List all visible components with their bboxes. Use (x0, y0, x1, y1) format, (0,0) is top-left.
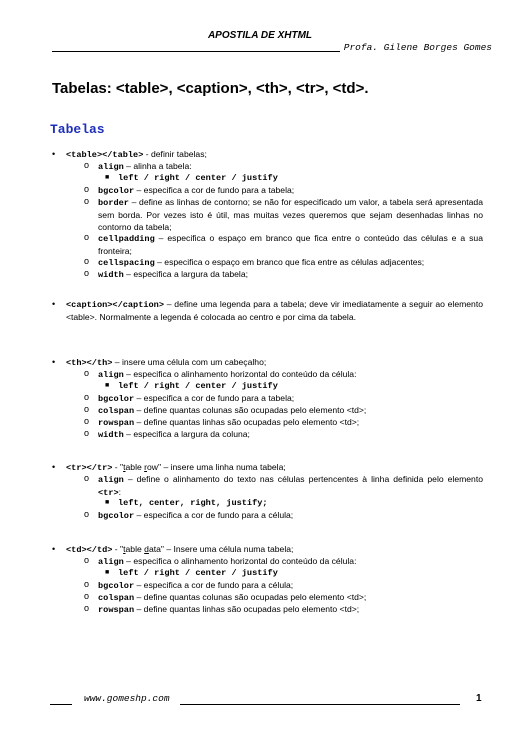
attr-description: – define quantas linhas são ocupadas pelo elemento <td>; (134, 417, 360, 427)
sub-sub-item-th-align-values (105, 380, 458, 392)
item-description-part: ow" – insere uma linha numa tabela; (147, 462, 286, 472)
sub-sub-item-td-align-values (105, 567, 458, 579)
item-description-part: - " (112, 462, 124, 472)
circle-bullet-icon: o (84, 392, 90, 402)
page-number: 1 (476, 693, 482, 704)
item-description-part: able (125, 544, 145, 554)
attr-description: – define o alinhamento do texto nas células pertencentes à linha definida pelo elemento (123, 474, 483, 484)
sub-sub-item-table-align-values (105, 172, 458, 184)
attr-name: border (98, 198, 129, 208)
sub-item-tr-align (84, 473, 483, 499)
attr-values: left / right / center / justify (118, 568, 278, 578)
bullet-icon: • (52, 149, 56, 159)
tag-name: <table></table> (66, 150, 144, 160)
item-description: - definir tabelas; (143, 149, 207, 159)
bullet-icon: • (52, 544, 56, 554)
attr-description: – especifica o espaço em branco que fica entre o conteúdo das células e a sua fronteira; (98, 233, 483, 256)
circle-bullet-icon: o (84, 579, 90, 589)
attr-name: cellpadding (98, 234, 155, 244)
attr-description: – especifica a cor de fundo para a célula; (134, 510, 294, 520)
sub-item-table-width (84, 268, 483, 281)
circle-bullet-icon: o (84, 184, 90, 194)
tag-name: <caption></caption> (66, 300, 164, 310)
tag-name: <td></td> (66, 545, 113, 555)
attr-values: left / right / center / justify (118, 173, 278, 183)
attr-name: rowspan (98, 605, 135, 615)
attr-name: align (98, 370, 124, 380)
circle-bullet-icon: o (84, 160, 90, 170)
item-description-part: t (123, 544, 126, 554)
header-title: APOSTILA DE XHTML (207, 30, 313, 41)
attr-name: rowspan (98, 418, 135, 428)
sub-sub-item-tr-align-values (105, 497, 458, 509)
attr-description: – especifica o alinhamento horizontal do conteúdo da célula: (123, 556, 357, 566)
circle-bullet-icon: o (84, 268, 90, 278)
square-bullet-icon: ■ (105, 174, 110, 182)
attr-values: left / right / center / justify (118, 381, 278, 391)
sub-item-td-rowspan (84, 603, 483, 616)
circle-bullet-icon: o (84, 473, 90, 483)
attr-name: bgcolor (98, 394, 135, 404)
attr-name: bgcolor (98, 511, 135, 521)
attr-description: – especifica a cor de fundo para a tabela; (134, 393, 295, 403)
item-description: – insere uma célula com um cabeçalho; (112, 357, 267, 367)
footer-rule (180, 704, 460, 705)
list-item-caption (52, 298, 483, 323)
sub-item-table-cellpadding (84, 232, 483, 257)
sub-item-th-width (84, 428, 483, 441)
square-bullet-icon: ■ (105, 382, 110, 390)
attr-description: – especifica o alinhamento horizontal do conteúdo da célula: (123, 369, 357, 379)
attr-name: width (98, 270, 124, 280)
tag-name: <tr></tr> (66, 463, 113, 473)
attr-description: – alinha a tabela: (123, 161, 192, 171)
attr-description: – especifica a largura da coluna; (123, 429, 250, 439)
attr-description-tag: <tr> (98, 488, 119, 498)
sub-item-table-border (84, 196, 483, 233)
circle-bullet-icon: o (84, 196, 90, 206)
item-description-part: r (144, 462, 148, 472)
header-author: Profa. Gilene Borges Gomes (340, 42, 492, 53)
circle-bullet-icon: o (84, 232, 90, 242)
attr-name: width (98, 430, 124, 440)
attr-description: – define quantas colunas são ocupadas pelo elemento <td>; (134, 592, 367, 602)
attr-description: – especifica a cor de fundo para a célula; (134, 580, 294, 590)
footer-rule-left (50, 704, 72, 705)
circle-bullet-icon: o (84, 428, 90, 438)
attr-description: – especifica a cor de fundo para a tabela; (134, 185, 295, 195)
item-description: – define uma legenda para a tabela; deve vir imediatamente a seguir ao elemento <table>. Normalmente a legenda é colocada ao centro e por cima da tabela. (66, 299, 483, 322)
circle-bullet-icon: o (84, 416, 90, 426)
attr-description-end: : (118, 487, 122, 497)
bullet-icon: • (52, 299, 56, 309)
circle-bullet-icon: o (84, 404, 90, 414)
section-heading: Tabelas (50, 122, 105, 137)
circle-bullet-icon: o (84, 256, 90, 266)
square-bullet-icon: ■ (105, 569, 110, 577)
attr-name: align (98, 557, 124, 567)
circle-bullet-icon: o (84, 368, 90, 378)
bullet-icon: • (52, 462, 56, 472)
attr-description: – define quantas colunas são ocupadas pelo elemento <td>; (134, 405, 367, 415)
square-bullet-icon: ■ (105, 499, 110, 507)
circle-bullet-icon: o (84, 603, 90, 613)
circle-bullet-icon: o (84, 555, 90, 565)
sub-item-tr-bgcolor (84, 509, 483, 522)
item-description-part: able (125, 462, 145, 472)
attr-description: – especifica a largura da tabela; (123, 269, 249, 279)
attr-name: cellspacing (98, 258, 155, 268)
attr-description: – define as linhas de contorno; se não for especificado um valor, a tabela será apresentada sem borda. Por vezes isto é útil, mas muitas vezes queremos que sejam desenhadas linhas no contorno da tabela; (98, 197, 483, 232)
circle-bullet-icon: o (84, 591, 90, 601)
footer-site: www.gomeshp.com (84, 693, 170, 704)
attr-description: – define quantas linhas são ocupadas pelo elemento <td>; (134, 604, 360, 614)
item-description-part: t (123, 462, 126, 472)
item-description-part: ata" – Insere uma célula numa tabela; (148, 544, 294, 554)
circle-bullet-icon: o (84, 509, 90, 519)
attr-values: left, center, right, justify; (118, 498, 268, 508)
bullet-icon: • (52, 357, 56, 367)
attr-name: align (98, 162, 124, 172)
tag-name: <th></th> (66, 358, 113, 368)
attr-name: align (98, 475, 124, 485)
page-title: Tabelas: <table>, <caption>, <th>, <tr>, <td>. (52, 80, 369, 97)
attr-name: colspan (98, 593, 135, 603)
attr-name: bgcolor (98, 186, 135, 196)
attr-name: colspan (98, 406, 135, 416)
attr-name: bgcolor (98, 581, 135, 591)
attr-description: – especifica o espaço em branco que fica entre as células adjacentes; (154, 257, 425, 267)
item-description-part: - " (112, 544, 124, 554)
item-description-part: d (144, 544, 149, 554)
